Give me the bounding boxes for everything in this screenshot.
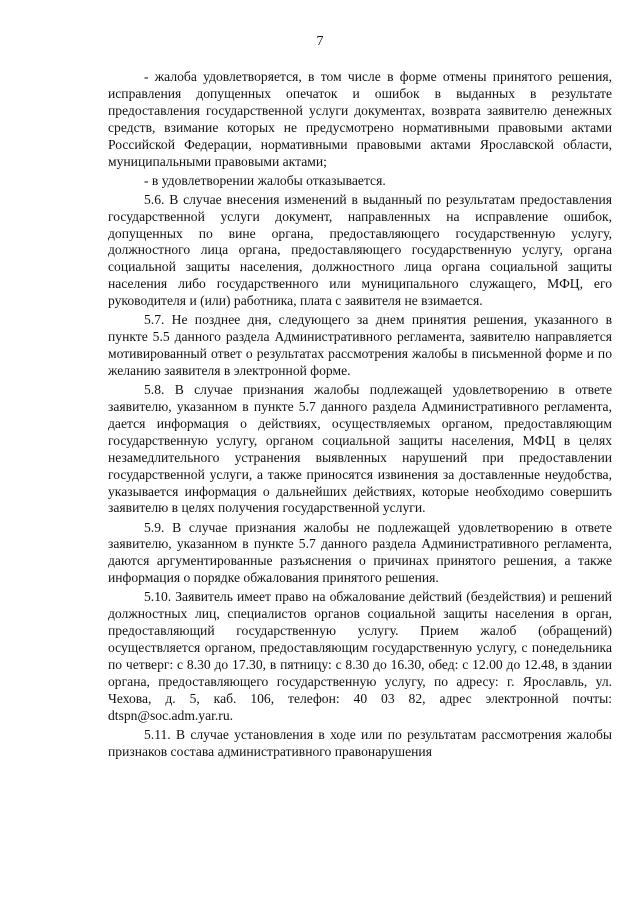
paragraph-5-11: 5.11. В случае установления в ходе или по результатам рассмотрения жалобы признаков состава административного правонарушения (108, 726, 612, 759)
page-number: 7 (316, 34, 324, 49)
document-body (108, 69, 612, 763)
paragraph-5-7: 5.7. Не позднее дня, следующего за днем принятия решения, указанного в пункте 5.5 данного раздела Административного регламента, заявителю направляется мотивированный ответ о результатах рассмотрения жалобы в письменной форме и по желанию заявителя в электронной форме. (108, 312, 612, 378)
paragraph-5-10: 5.10. Заявитель имеет право на обжалование действий (бездействия) и решений должностных лиц, специалистов органов социальной защиты населения в орган, предоставляющий государственную услугу. Прием жалоб (обращений) осуществляется органом, предоставляющим государственную услугу, с понедельника по четверг: с 8.30 до 17.30, в пятницу: с 8.30 до 16.30, обед: с 12.00 до 12.48, в здании органа, предоставляющего государственную услугу, по адресу: г. Ярославль, ул. Чехова, д. 5, каб. 106, телефон: 40 03 82, адрес электронной почты: dtspn@soc.adm.yar.ru. (108, 589, 612, 723)
paragraph-5-6: 5.6. В случае внесения изменений в выданный по результатам предоставления государственной услуги документ, направленных на исправление ошибок, допущенных по вине органа, предоставляющего государственную услугу, должностного лица органа, предоставляющего государственную услугу, органа социальной защиты населения, должностного лица органа социальной защиты населения либо государственного или муниципального служащего, МФЦ, его руководителя и (или) работника, плата с заявителя не взимается. (108, 191, 612, 309)
paragraph-5-8: 5.8. В случае признания жалобы подлежащей удовлетворению в ответе заявителю, указанном в пункте 5.7 данного раздела Административного регламента, дается информация о действиях, осуществляемых органом, предоставляющим государственную услугу, органом социальной защиты населения, МФЦ в целях незамедлительного устранения выявленных нарушений при предоставлении государственной услуги, а также приносятся извинения за доставленные неудобства, указывается информация о дальнейших действиях, которые необходимо совершить заявителю в целях получения государственной услуги. (108, 382, 612, 516)
paragraph-complaint-satisfied: - жалоба удовлетворяется, в том числе в форме отмены принятого решения, исправления допущенных опечаток и ошибок в выданных в результате предоставления государственной услуги документах, возврата заявителю денежных средств, взимание которых не предусмотрено нормативными правовыми актами Российской Федерации, нормативными правовыми актами Ярославской области, муниципальными правовыми актами; (108, 69, 612, 169)
paragraph-5-9: 5.9. В случае признания жалобы не подлежащей удовлетворению в ответе заявителю, указанном в пункте 5.7 данного раздела Административного регламента, даются аргументированные разъяснения о причинах принятого решения, а также информация о порядке обжалования принятого решения. (108, 519, 612, 586)
paragraph-complaint-rejected: - в удовлетворении жалобы отказывается. (144, 172, 386, 188)
